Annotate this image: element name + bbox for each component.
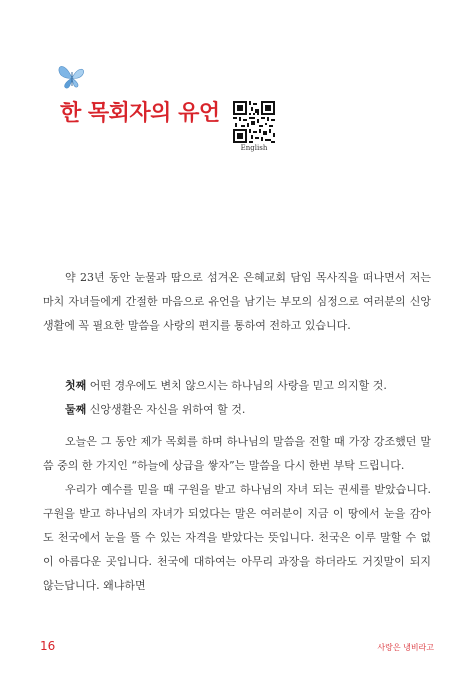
intro-section <box>43 266 431 338</box>
points-section <box>43 374 431 422</box>
point-label: 첫째 <box>65 379 87 392</box>
running-title: 사랑은 냉비라고 <box>377 643 434 652</box>
qr-language-label: English <box>240 144 268 152</box>
body-paragraph: 우리가 예수를 믿을 때 구원을 받고 하나님의 자녀 되는 권세를 받았습니다. 구원을 받고 하나님의 자녀가 되었다는 말은 여러분이 지금 이 땅에서 눈을 감아도 천국에서 눈을 뜰 수 있는 자격을 받았다는 뜻입니다. 천국은 이루 말할 수 없이 아름다운 곳입니다. 천국에 대하여는 아무리 과장을 하더라도 거짓말이 되지 않는답니다. 왜냐하면 <box>43 483 431 592</box>
point-second <box>43 398 431 422</box>
point-text: 어떤 경우에도 변치 않으시는 하나님의 사랑을 믿고 의지할 것. <box>86 379 387 392</box>
body-paragraph: 오늘은 그 동안 제가 목회를 하며 하나님의 말씀을 전할 때 가장 강조했던 말씀 중의 한 가지인 “하늘에 상급을 쌓자”는 말씀을 다시 한번 부탁 드립니다. <box>43 435 431 472</box>
point-first <box>43 374 431 398</box>
point-text: 신앙생활은 자신을 위하여 할 것. <box>86 403 246 416</box>
butterfly-icon <box>56 62 88 92</box>
point-label: 둘째 <box>65 403 87 416</box>
page-number: 16 <box>40 639 56 653</box>
intro-paragraph: 약 23년 동안 눈물과 땀으로 섬겨온 은혜교회 담임 목사직을 떠나면서 저는 마치 자녀들에게 간절한 마음으로 유언을 남기는 부모의 심정으로 여러분의 신앙생활에 꼭 필요한 말씀을 사랑의 편지를 통하여 전하고 있습니다. <box>43 271 431 332</box>
page-title: 한 목회자의 유언 <box>60 101 220 126</box>
qr-code[interactable] <box>233 101 275 143</box>
main-section <box>43 430 431 598</box>
